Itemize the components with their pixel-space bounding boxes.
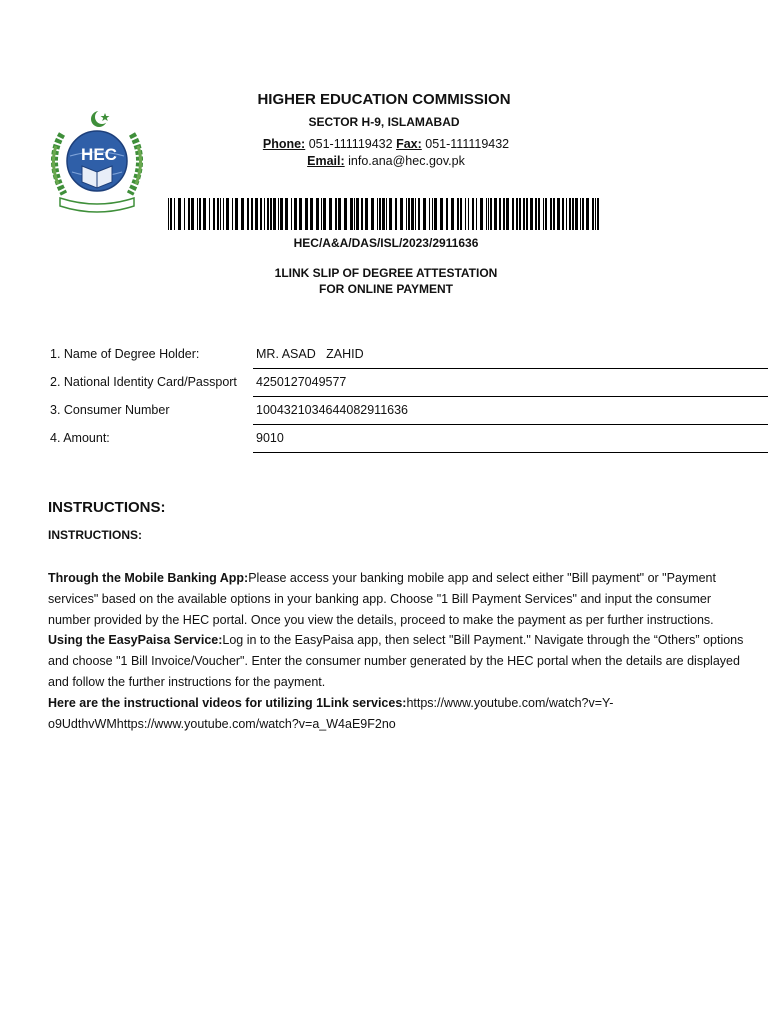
barcode-bar <box>329 198 332 230</box>
mobile-banking-instruction <box>48 568 748 630</box>
barcode-bar <box>530 198 533 230</box>
barcode-bar <box>191 198 194 230</box>
barcode-bar <box>472 198 474 230</box>
barcode-bar <box>429 198 430 230</box>
mobile-banking-label: Through the Mobile Banking App: <box>48 571 249 585</box>
consumer-number-value: 1004321034644082911636 <box>256 403 409 417</box>
barcode-bar <box>291 198 292 230</box>
barcode-bar <box>460 198 462 230</box>
barcode-bar <box>273 198 276 230</box>
row-divider <box>253 396 768 397</box>
amount-value: 9010 <box>256 431 284 445</box>
easypaisa-label: Using the EasyPaisa Service: <box>48 633 223 648</box>
barcode-bar <box>350 198 353 230</box>
barcode-bar <box>446 198 448 230</box>
barcode-bar <box>197 198 198 230</box>
barcode-bar <box>519 198 521 230</box>
barcode-bar <box>203 198 206 230</box>
phone-number: 051-111119432 <box>308 137 393 151</box>
barcode-bar <box>389 198 392 230</box>
barcode-bar <box>423 198 426 230</box>
barcode-bar <box>217 198 219 230</box>
barcode-bar <box>280 198 283 230</box>
barcode-bar <box>457 198 459 230</box>
barcode-bar <box>400 198 403 230</box>
barcode-bar <box>267 198 269 230</box>
barcode-bar <box>538 198 540 230</box>
barcode-bar <box>379 198 381 230</box>
instructions-subheading: INSTRUCTIONS: <box>48 528 142 542</box>
barcode-bar <box>255 198 258 230</box>
barcode-bar <box>170 198 172 230</box>
barcode-bar <box>323 198 326 230</box>
barcode-bar <box>516 198 518 230</box>
barcode-bar <box>382 198 385 230</box>
barcode-bar <box>223 198 224 230</box>
barcode-bar <box>543 198 544 230</box>
barcode-bar <box>235 198 238 230</box>
slip-heading-line2: FOR ONLINE PAYMENT <box>318 282 453 296</box>
barcode-bar <box>344 198 347 230</box>
barcode-bar <box>260 198 262 230</box>
barcode-bar <box>440 198 443 230</box>
barcode-bar <box>557 198 560 230</box>
email-label: Email: <box>307 154 345 168</box>
barcode-bar <box>406 198 407 230</box>
barcode-bar <box>220 198 221 230</box>
slip-heading <box>0 265 768 297</box>
barcode-bar <box>566 198 567 230</box>
barcode-bar <box>247 198 249 230</box>
instructions-body <box>48 568 748 734</box>
barcode-bar <box>209 198 210 230</box>
cnic-value: 4250127049577 <box>256 375 347 389</box>
barcode-bar <box>232 198 233 230</box>
barcode-bar <box>316 198 319 230</box>
phone-label: Phone: <box>262 137 306 151</box>
barcode-bar <box>356 198 359 230</box>
row-divider <box>253 424 768 425</box>
barcode-bar <box>278 198 279 230</box>
barcode-bar <box>270 198 272 230</box>
slip-heading-line1: 1LINK SLIP OF DEGREE ATTESTATION <box>274 266 498 280</box>
barcode-bar <box>377 198 378 230</box>
barcode-bar <box>338 198 341 230</box>
barcode-bar <box>335 198 337 230</box>
barcode-bar <box>586 198 589 230</box>
easypaisa-text: Log in to the EasyPaisa app, then select "Bill Payment." Navigate through the “Others” options and choose "1 Bill Invoice/Voucher". Enter the consumer number generated by the HEC portal when the details are displayed and follow the further instructions for the payment. <box>48 633 744 689</box>
barcode-bar <box>494 198 497 230</box>
row-divider <box>253 368 768 369</box>
barcode-bar <box>486 198 487 230</box>
barcode-bar <box>174 198 175 230</box>
barcode-bar <box>285 198 288 230</box>
barcode-bar <box>575 198 578 230</box>
instructions-heading: INSTRUCTIONS: <box>48 499 166 516</box>
email-address: info.ana@hec.gov.pk <box>348 154 465 168</box>
barcode <box>168 198 602 230</box>
barcode-bar <box>418 198 420 230</box>
barcode-bar <box>226 198 229 230</box>
barcode-bar <box>432 198 433 230</box>
barcode-bar <box>386 198 387 230</box>
barcode-bar <box>168 198 169 230</box>
barcode-bar <box>371 198 374 230</box>
barcode-bar <box>354 198 355 230</box>
mobile-banking-text: Please access your banking mobile app and select either "Bill payment" or "Payment services" based on the available options in your banking app. Choose "1 Bill Payment Services" and input the consumer number provided by the HEC portal. Once you view the details, proceed to make the payment as per further instructions. <box>48 571 716 627</box>
reference-number: HEC/A&A/DAS/ISL/2023/2911636 <box>293 236 479 250</box>
barcode-bar <box>395 198 397 230</box>
barcode-bar <box>550 198 552 230</box>
barcode-bar <box>264 198 265 230</box>
barcode-bar <box>365 198 368 230</box>
barcode-bar <box>503 198 505 230</box>
degree-holder-label: 1. Name of Degree Holder: <box>50 347 200 361</box>
barcode-graphic <box>168 198 602 230</box>
barcode-bar <box>476 198 477 230</box>
fax-label: Fax: <box>396 137 422 151</box>
barcode-bar <box>184 198 185 230</box>
barcode-bar <box>545 198 547 230</box>
barcode-bar <box>523 198 525 230</box>
videos-label: Here are the instructional videos for utilizing 1Link services: <box>48 695 407 710</box>
barcode-bar <box>512 198 514 230</box>
logo-text: HEC <box>81 145 117 164</box>
barcode-bar <box>562 198 564 230</box>
barcode-bar <box>451 198 454 230</box>
videos-instruction <box>48 693 748 735</box>
barcode-bar <box>488 198 489 230</box>
barcode-bar <box>199 198 201 230</box>
barcode-bar <box>490 198 492 230</box>
barcode-bar <box>408 198 410 230</box>
barcode-bar <box>465 198 466 230</box>
consumer-number-label: 3. Consumer Number <box>50 403 170 417</box>
barcode-bar <box>480 198 483 230</box>
barcode-bar <box>415 198 416 230</box>
barcode-bar <box>251 198 253 230</box>
videos-links: https://www.youtube.com/watch?v=Y-o9UdthvWMhttps://www.youtube.com/watch?v=a_W4aE9F2no <box>48 695 614 731</box>
cnic-label: 2. National Identity Card/Passport <box>50 375 237 389</box>
fax-number: 051-111119432 <box>425 137 510 151</box>
barcode-bar <box>592 198 594 230</box>
organization-title: HIGHER EDUCATION COMMISSION <box>257 91 511 108</box>
barcode-bar <box>305 198 308 230</box>
email-line <box>0 154 768 168</box>
barcode-bar <box>294 198 297 230</box>
barcode-bar <box>553 198 555 230</box>
barcode-bar <box>582 198 584 230</box>
barcode-bar <box>535 198 537 230</box>
organization-address: SECTOR H-9, ISLAMABAD <box>308 115 460 129</box>
row-divider <box>253 452 768 453</box>
barcode-bar <box>580 198 581 230</box>
barcode-bar <box>597 198 599 230</box>
barcode-bar <box>506 198 509 230</box>
barcode-bar <box>241 198 244 230</box>
barcode-bar <box>595 198 596 230</box>
phone-fax-line <box>0 137 768 151</box>
barcode-bar <box>310 198 313 230</box>
amount-label: 4. Amount: <box>50 431 110 445</box>
barcode-bar <box>299 198 302 230</box>
barcode-bar <box>213 198 215 230</box>
barcode-bar <box>321 198 322 230</box>
barcode-bar <box>499 198 501 230</box>
barcode-bar <box>188 198 190 230</box>
degree-holder-value: MR. ASAD ZAHID <box>256 347 364 361</box>
barcode-bar <box>468 198 469 230</box>
barcode-bar <box>178 198 181 230</box>
barcode-bar <box>361 198 363 230</box>
easypaisa-instruction <box>48 630 748 692</box>
barcode-bar <box>434 198 437 230</box>
barcode-bar <box>569 198 571 230</box>
barcode-bar <box>411 198 414 230</box>
barcode-bar <box>526 198 528 230</box>
barcode-bar <box>572 198 574 230</box>
